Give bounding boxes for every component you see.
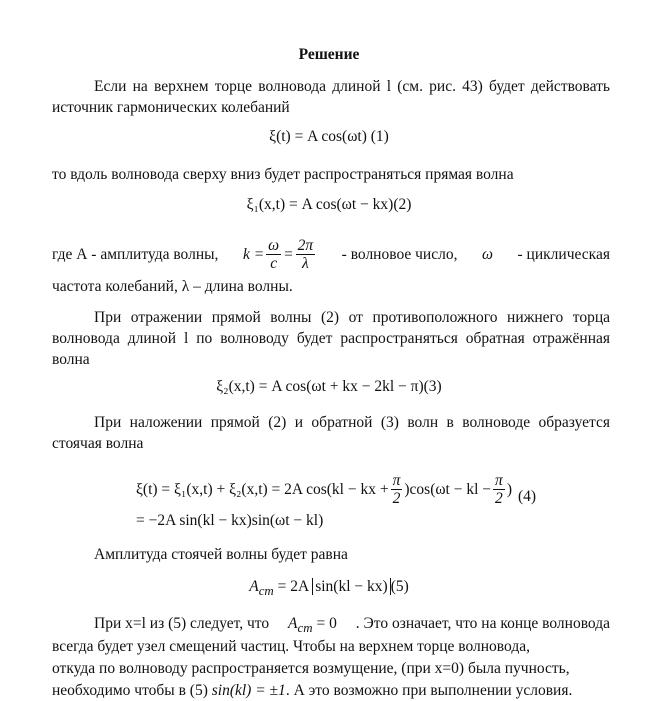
fraction-omega-c: [266, 237, 281, 272]
heading: Решение: [298, 46, 360, 63]
wavenumber-formula: k = $\frac{\omega}{c}$ = $\frac{2\pi}{\lambda}$: [242, 236, 314, 272]
paragraph-3: [52, 234, 610, 274]
paragraph-7-line-4: [52, 680, 610, 701]
equation-2: ξ₁(x,t) = A cos(ωt − kx)(2): [246, 196, 412, 213]
frac-den: 2: [392, 490, 401, 507]
frac-num: π: [495, 472, 503, 489]
eq5-number: (5): [390, 578, 409, 595]
fraction-pi-2: [493, 472, 505, 507]
fraction-2pi-lambda: [296, 237, 316, 272]
p7-a: A: [288, 615, 298, 632]
eq4-number: (4): [517, 487, 537, 505]
equation-1: ξ(t) = A cos(ωt) (1): [269, 128, 389, 145]
paragraph-4: При отражении прямой волны (2) от противоположного нижнего торца волновода длиной l по волноводу будет распространяться обратная отражённая волна: [52, 309, 610, 368]
p7-eq: = 0: [316, 615, 337, 632]
eq5-a: A: [249, 578, 259, 595]
fraction-pi-2: [391, 472, 403, 507]
frac-den: λ: [301, 254, 309, 272]
frac-den: c: [270, 254, 278, 272]
eq4-b: )cos(ωt − kl −: [404, 480, 492, 498]
frac-num: ω: [268, 236, 280, 254]
paragraph-6: Амплитуда стоячей волны будет равна: [94, 546, 348, 563]
paragraph-1: Если на верхнем торце волновода длиной l (см. рис. 43) будет действовать источник гармонических колебаний: [52, 78, 610, 116]
k-eq: k =: [242, 245, 265, 263]
equation-5: [0, 578, 658, 599]
p3-post2: - циклическая: [517, 245, 610, 263]
equation-3: ξ₂(x,t) = A cos(ωt + kx − 2kl − π)(3): [216, 378, 442, 395]
p7-l1a: При x=l из (5) следует, что: [94, 615, 270, 632]
p7-sub: ст: [297, 620, 313, 636]
p3-post: - волновое число,: [341, 245, 458, 263]
paragraph-2: то вдоль волновода сверху вниз будет распространяться прямая волна: [52, 166, 514, 183]
frac-num: 2π: [297, 236, 314, 254]
p7-l4b: . А это возможно при выполнении условия.: [285, 682, 573, 699]
equation-4-line-2: = −2A sin(kl − kx)sin(ωt − kl): [136, 512, 324, 529]
eq5-mid: = 2A: [277, 578, 309, 595]
paragraph-7-line-3: откуда по волноводу распространяется возмущение, (при x=0) была пучность,: [52, 660, 570, 677]
paragraph-7-line-1: [52, 613, 610, 638]
frac-num: π: [392, 472, 401, 489]
p7-l4a: необходимо чтобы в (5): [52, 682, 208, 699]
frac-den: 2: [495, 490, 503, 507]
paragraph-5: При наложении прямой (2) и обратной (3) волн в волноводе образуется стоячая волна: [52, 414, 610, 452]
paragraph-7-line-2: всегда будет узел смещений частиц. Чтобы на верхнем торце волновода,: [52, 638, 530, 655]
eq5-abs: sin(kl − kx): [312, 578, 390, 595]
eq5-sub: ст: [258, 583, 274, 599]
p3-omega: ω: [482, 245, 493, 263]
p7-l1b: . Это означает, что на конце волновода: [355, 615, 610, 632]
p7-ast: [288, 613, 337, 638]
paragraph-3-line-2: частота колебаний, λ – длина волны.: [52, 278, 293, 295]
p3-pre: где А - амплитуда волны,: [52, 245, 219, 263]
eq4-a: ξ(t) = ξ₁(x,t) + ξ₂(x,t) = 2A cos(kl − kx +: [136, 480, 389, 498]
eq4-c: ): [506, 480, 512, 498]
p7-l4m: sin(kl) = ±1: [211, 682, 286, 699]
equation-4-line-1: [136, 472, 536, 507]
